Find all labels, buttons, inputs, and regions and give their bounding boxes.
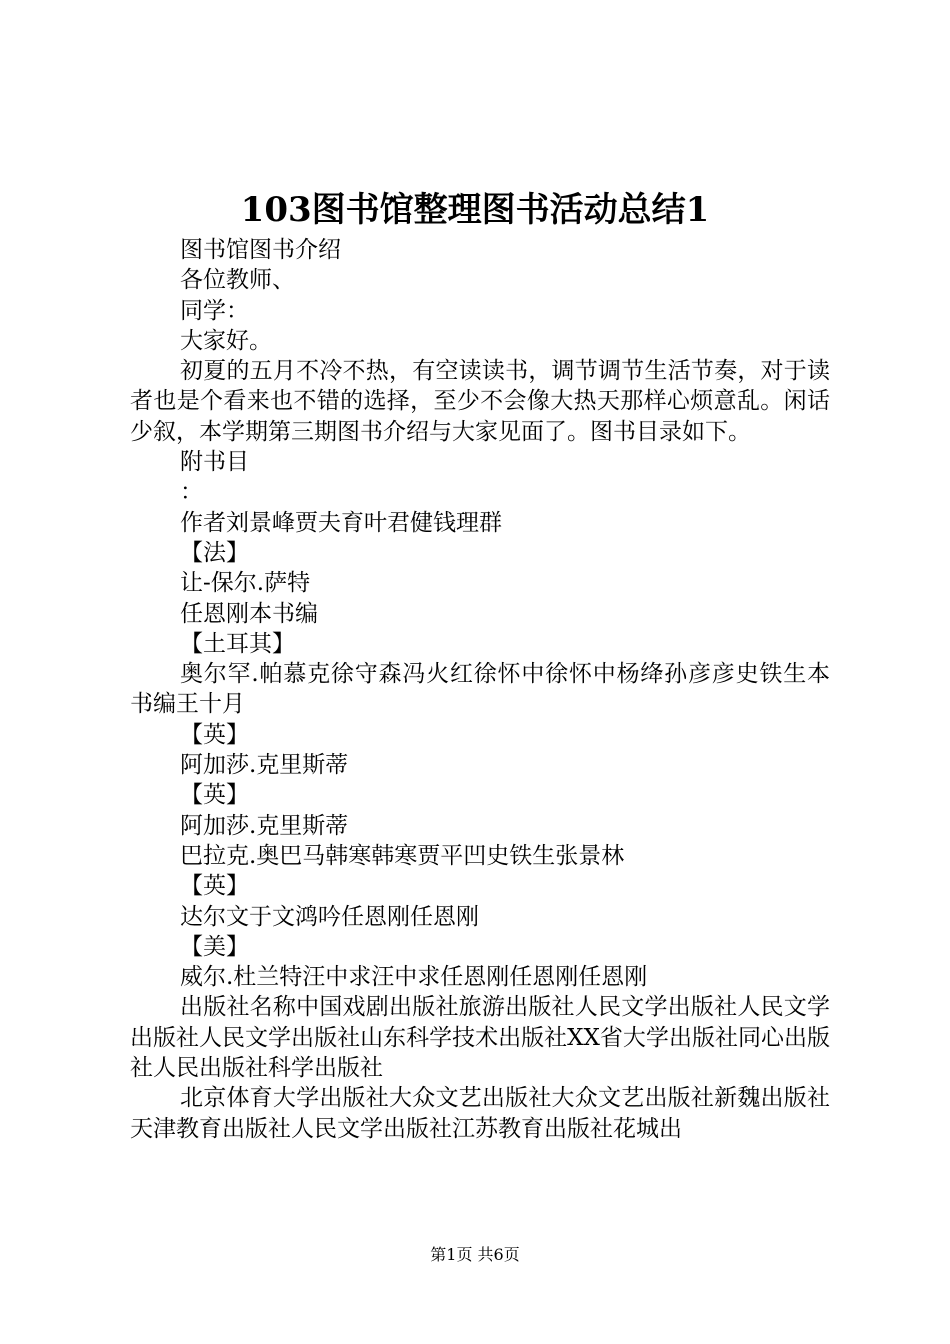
paragraph: 同学： xyxy=(180,297,249,324)
paragraph: 巴拉克.奥巴马韩寒韩寒贾平凹史铁生张景林 xyxy=(180,842,625,869)
page-number-footer: 第1页 共6页 xyxy=(430,1245,520,1264)
paragraph: 任恩刚本书编 xyxy=(180,600,318,627)
paragraph: 【英】 xyxy=(180,873,249,900)
paragraph: 作者刘景峰贾夫育叶君健钱理群 xyxy=(180,509,502,536)
paragraph: 大家好。 xyxy=(180,327,272,354)
paragraph: 初夏的五月不冷不热，有空读读书，调节调节生活节奏，对于读者也是个看来也不错的选择，至少不会像大热天那样心烦意乱。闲话少叙，本学期第三期图书介绍与大家见面了。图书目录如下。 xyxy=(130,358,830,445)
paragraph: 阿加莎.克里斯蒂 xyxy=(180,752,349,779)
paragraph: 附书目 xyxy=(180,449,249,476)
paragraph: 【土耳其】 xyxy=(180,630,295,657)
paragraph: 达尔文于文鸿吟任恩刚任恩刚 xyxy=(180,903,479,930)
paragraph: 【美】 xyxy=(180,933,249,960)
paragraph: 阿加莎.克里斯蒂 xyxy=(180,812,349,839)
document-body xyxy=(130,235,830,1144)
document-title: 103图书馆整理图书活动总结1 xyxy=(240,190,710,230)
paragraph: 【英】 xyxy=(180,721,249,748)
paragraph: 奥尔罕.帕慕克徐守森冯火红徐怀中徐怀中杨绛孙彦彦史铁生本书编王十月 xyxy=(130,661,830,718)
paragraph: 【法】 xyxy=(180,539,249,566)
paragraph: 让-保尔.萨特 xyxy=(180,570,311,597)
paragraph: ： xyxy=(180,479,203,506)
paragraph: 图书馆图书介绍 xyxy=(180,237,341,263)
paragraph: 北京体育大学出版社大众文艺出版社大众文艺出版社新魏出版社天津教育出版社人民文学出版社江苏教育出版社花城出 xyxy=(130,1085,830,1142)
paragraph: 出版社名称中国戏剧出版社旅游出版社人民文学出版社人民文学出版社人民文学出版社山东科学技术出版社XX省大学出版社同心出版社人民出版社科学出版社 xyxy=(130,994,830,1082)
paragraph: 【英】 xyxy=(180,782,249,809)
paragraph: 威尔.杜兰特汪中求汪中求任恩刚任恩刚任恩刚 xyxy=(180,964,648,991)
paragraph: 各位教师、 xyxy=(180,267,295,294)
